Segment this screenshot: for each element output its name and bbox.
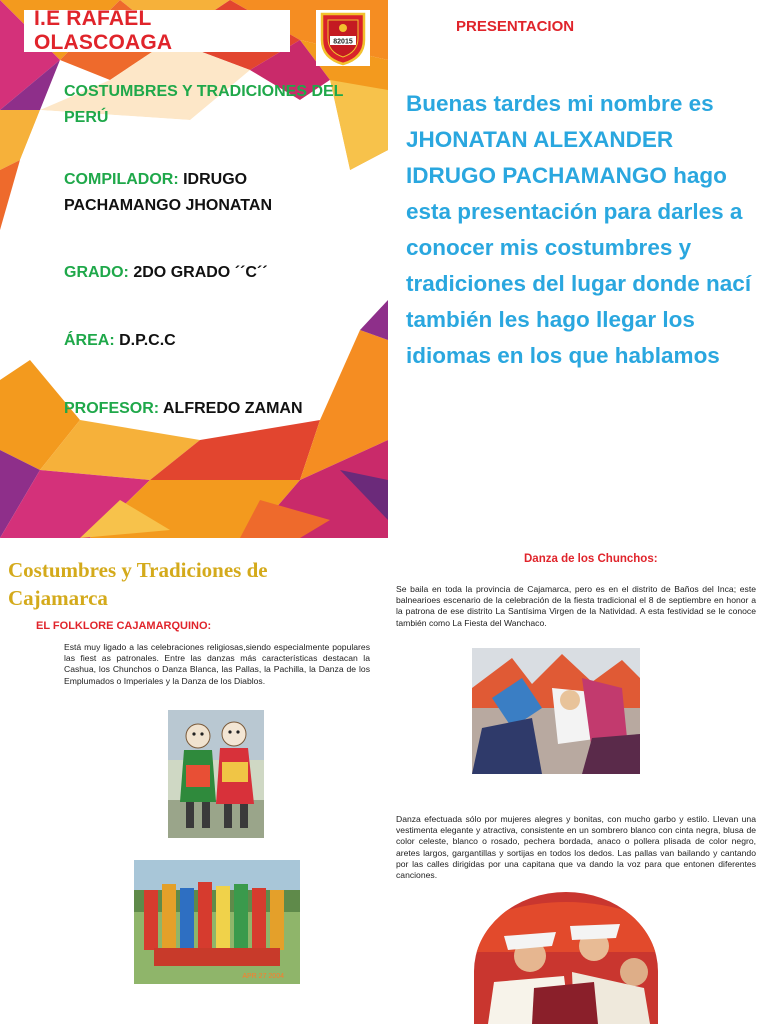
cover-page	[0, 0, 388, 538]
folklore-page	[0, 538, 388, 1024]
folklore-title: Costumbres y Tradiciones de Cajamarca	[8, 558, 268, 610]
dance-group-photo	[134, 860, 300, 984]
presentation-text: Buenas tardes mi nombre es JHONATAN ALEXANDER IDRUGO PACHAMANGO hago esta presentación para darles a conocer mis costumbres y tradiciones del lugar donde nací también les hago llegar los idiomas en los que hablamos	[406, 91, 752, 368]
area-line	[64, 328, 176, 354]
compiler-value: IDRUGO PACHAMANGO JHONATAN	[64, 171, 272, 214]
presentation-title: PRESENTACION	[456, 18, 575, 35]
grade-value: 2DO GRADO ´´C´´	[133, 264, 268, 281]
school-title-box	[24, 7, 290, 54]
professor-line	[64, 396, 303, 422]
folklore-subtitle: EL FOLKLORE CAJAMARQUINO:	[36, 620, 212, 632]
subject-title: COSTUMBRES Y TRADICIONES DEL PERÚ	[64, 83, 344, 126]
presentation-page	[388, 0, 768, 538]
area-label: ÁREA:	[64, 332, 115, 349]
costume-dancers-photo	[168, 710, 264, 838]
area-value: D.P.C.C	[119, 332, 176, 349]
school-title: I.E RAFAEL OLASCOAGA	[34, 7, 173, 54]
grade-label: GRADO:	[64, 264, 129, 281]
school-crest-icon	[316, 10, 370, 66]
chunchos-dance-photo	[472, 648, 640, 774]
chunchos-text: Se baila en toda la provincia de Cajamarca, pero es en el distrito de Baños del Inca; este balnearioes escenario de la celebración de la fiesta tradicional el 8 de septiembre en honor a la patrona de ese distrito La Santísima Virgen de la Natividad. A esta festividad se le conoce también como La Fiesta del Wanchaco.	[396, 584, 756, 628]
photo-date-stamp: APR 27 2004	[242, 973, 284, 980]
crest-number: 82015	[333, 38, 353, 46]
dances-page	[388, 538, 768, 1024]
pallas-dancers-photo	[474, 892, 658, 1024]
professor-value: ALFREDO ZAMAN	[162, 400, 303, 417]
professor-label: PROFESOR:	[64, 400, 160, 417]
pallas-text: Danza efectuada sólo por mujeres alegres y bonitas, con mucho garbo y estilo. Llevan una vestimenta elegante y atractiva, consistente en un sombrero blanco con cinta negra, blusa de color celeste, blanco o rosado, pechera bordada, anaco o pollera plisada de color negro, aretes largos, gargantillas y sortijas en todos los dedos. Las pallas van bailando y cantando por las calles dirigidas por una capitana que va dando la voz para que entonen diferentes canciones.	[396, 814, 756, 881]
chunchos-title: Danza de los Chunchos:	[524, 553, 658, 565]
grade-line	[64, 260, 268, 286]
folklore-text: Está muy ligado a las celebraciones religiosas,siendo especialmente populares las fiest as patronales. Entre las danzas más características destacan la Cashua, los Chunchos o Danza Blanca, las Pallas, la Pachilla, la Danza de los Emplumados o Imperiales y la Danza de los Diablos.	[64, 642, 370, 686]
compiler-label: COMPILADOR:	[64, 171, 179, 188]
compiler-line	[64, 167, 334, 219]
